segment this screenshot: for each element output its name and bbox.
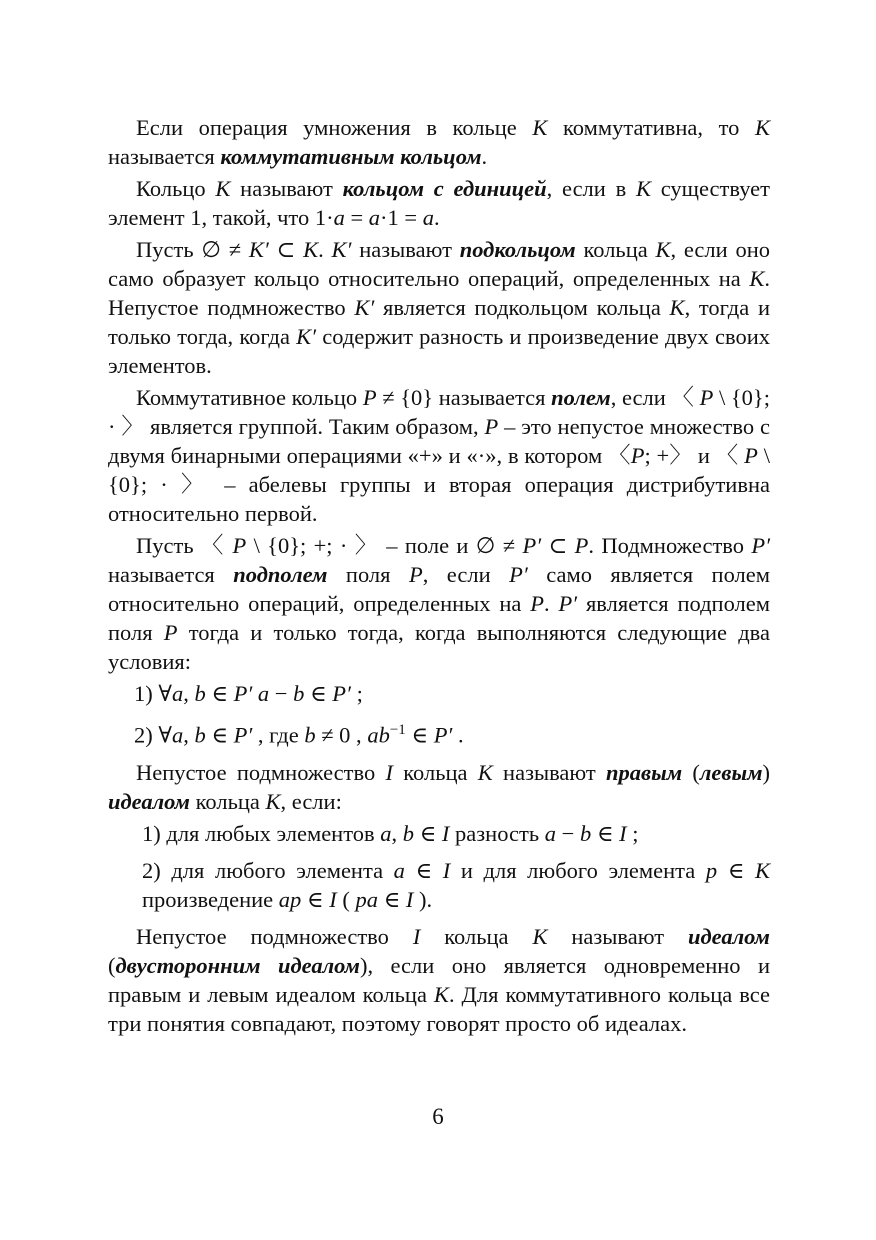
text-run: , если: — [280, 788, 342, 814]
text-run: ; — [350, 681, 363, 706]
text-run: кольца — [189, 788, 266, 814]
math-symbol: b — [194, 722, 206, 748]
text-run: называют — [230, 176, 343, 201]
text-run: 2) для любого элемента — [142, 857, 394, 883]
text-run: разность — [449, 820, 545, 846]
math-symbol: P′ — [509, 562, 528, 587]
text-run: называется — [108, 562, 234, 587]
term-definition: полем — [551, 385, 611, 410]
text-run: кольца — [392, 759, 478, 785]
text-run: Непустое подмножество — [136, 759, 386, 785]
text-run: ∈ — [205, 681, 234, 706]
math-symbol: P — [699, 385, 714, 410]
text-run: ∈ — [404, 857, 443, 883]
math-symbol: K′ — [248, 237, 269, 262]
text-run: Пусть 〈 — [136, 533, 233, 558]
subfield-condition-2 — [108, 716, 770, 750]
math-symbol: P — [744, 443, 758, 468]
math-symbol: P — [408, 562, 423, 587]
text-run: , если оно само образует кольцо относительно операций, определенных на — [108, 237, 770, 291]
term-definition: коммутативным кольцом — [220, 144, 482, 169]
text-run: , — [183, 681, 195, 706]
text-run: существует элемент 1, такой, что 1· — [108, 176, 771, 230]
math-symbol: P′ — [233, 681, 253, 706]
math-symbol: I — [385, 759, 393, 785]
math-symbol: P — [630, 443, 645, 468]
text-run: \ {0}; · 〉 является группой. Таким образом, — [108, 385, 770, 439]
math-symbol: b — [304, 722, 316, 748]
text-run: ≠ {0} называется — [376, 385, 552, 410]
term-definition: левым — [699, 759, 763, 785]
text-run: , если в — [546, 176, 636, 201]
math-symbol: K — [532, 115, 548, 140]
text-run: ). — [413, 886, 433, 912]
text-run: 2) ∀ — [134, 722, 172, 748]
math-symbol: K — [635, 176, 651, 201]
math-symbol: P′ — [433, 722, 453, 748]
math-symbol: ap — [278, 886, 302, 912]
math-symbol: K — [215, 176, 231, 201]
math-symbol: K — [477, 759, 493, 785]
text-run: Пусть ∅ ≠ — [136, 237, 249, 262]
text-run: – это непустое множество с двумя бинарными операциями «+» и «·», в котором 〈 — [108, 414, 770, 468]
text-run: ∈ — [405, 722, 434, 748]
page-body — [108, 113, 770, 1041]
text-run: \ {0}; · 〉 – абелевы группы и вторая операция дистрибутивна относительно первой. — [108, 443, 770, 526]
text-run: ∈ — [591, 820, 620, 846]
page-number: 6 — [432, 1104, 444, 1129]
text-run: называется — [108, 144, 221, 169]
superscript: −1 — [389, 722, 406, 738]
text-run: ∈ — [205, 722, 234, 748]
math-symbol: ab — [367, 722, 390, 748]
text-run: . Непустое подмножество — [108, 266, 770, 320]
math-symbol: a — [544, 820, 556, 846]
text-run: ∈ — [414, 820, 442, 846]
math-symbol: b — [402, 820, 415, 846]
math-symbol: K′ — [354, 295, 375, 320]
math-symbol: a — [368, 205, 381, 230]
text-run: называют — [351, 237, 460, 262]
text-run: само является полем относительно операций, определенных на — [108, 562, 770, 616]
text-run: Если операция умножения в кольце — [136, 115, 533, 140]
text-run: , если — [422, 562, 510, 587]
text-run: , тогда и только тогда, когда — [108, 295, 770, 349]
para-field — [108, 383, 770, 528]
text-run: ∈ — [377, 886, 406, 912]
math-symbol: K — [265, 788, 281, 814]
term-definition: правым — [606, 759, 683, 785]
text-run: − — [269, 681, 294, 706]
para-ring-with-unity — [108, 174, 770, 232]
term-definition: подполем — [233, 562, 328, 587]
math-symbol: I — [619, 820, 627, 846]
math-symbol: I — [412, 923, 421, 949]
math-symbol: b — [579, 820, 592, 846]
ideal-condition-2 — [108, 856, 770, 914]
para-subfield — [108, 531, 770, 676]
text-run: . — [452, 722, 464, 748]
text-run: = — [344, 205, 369, 230]
text-run: , где — [252, 722, 305, 748]
text-run: является подполем поля — [108, 591, 770, 645]
term-definition: идеалом — [688, 923, 770, 949]
math-symbol: P′ — [751, 533, 771, 558]
text-run: Непустое подмножество — [136, 923, 413, 949]
math-symbol: p — [705, 857, 718, 883]
math-symbol: P′ — [332, 681, 351, 706]
text-run: ), если оно является одновременно и правым и левым идеалом кольца — [108, 952, 770, 1007]
para-one-sided-ideal — [108, 758, 770, 816]
math-symbol: I — [442, 857, 451, 883]
math-symbol: I — [329, 886, 337, 912]
text-run: , — [391, 820, 403, 846]
text-run: ( — [108, 952, 116, 978]
text-run: . Для коммутативного кольца все три понятия совпадают, поэтому говорят просто об идеалах. — [108, 981, 770, 1036]
text-run: . Подмножество — [588, 533, 752, 558]
math-symbol: K — [749, 266, 765, 291]
text-run: Кольцо — [136, 176, 216, 201]
text-run: . — [433, 205, 440, 230]
math-symbol: a — [333, 205, 345, 230]
math-symbol: a — [393, 857, 405, 883]
text-run: ( — [682, 759, 700, 785]
math-symbol: K — [532, 923, 548, 949]
text-run: ⊂ — [268, 237, 304, 262]
text-run: и для любого элемента — [450, 857, 706, 883]
text-run: . — [481, 144, 488, 169]
text-run: поля — [327, 562, 409, 587]
text-run: ) — [762, 759, 770, 785]
text-run: является подкольцом кольца — [374, 295, 670, 320]
text-run: ∈ — [717, 857, 755, 883]
math-symbol: K — [655, 237, 671, 262]
para-subring — [108, 235, 770, 380]
math-symbol: a — [171, 681, 184, 706]
subfield-condition-1 — [108, 679, 770, 708]
text-run: , если 〈 — [610, 385, 700, 410]
math-symbol: K — [669, 295, 685, 320]
math-symbol: P′ — [558, 591, 578, 616]
term-definition: кольцом с единицей — [342, 176, 547, 201]
math-symbol: P′ — [233, 722, 253, 748]
math-symbol: a — [422, 205, 434, 230]
math-symbol: b — [194, 681, 206, 706]
math-symbol: a — [171, 722, 184, 748]
text-run: коммутативна, то — [547, 115, 755, 140]
math-symbol: P — [530, 591, 544, 616]
math-symbol: a — [257, 681, 270, 706]
text-run: 1) ∀ — [134, 681, 172, 706]
math-symbol: K — [433, 981, 449, 1007]
math-symbol: K — [303, 237, 319, 262]
text-run: ; +〉 и 〈 — [644, 443, 745, 468]
text-run: ⊂ — [541, 533, 575, 558]
text-run: кольца — [420, 923, 533, 949]
math-symbol: I — [405, 886, 414, 912]
text-run: содержит разность и произведение двух своих элементов. — [108, 324, 770, 378]
text-run: − — [555, 820, 580, 846]
term-definition: идеалом — [108, 788, 190, 814]
para-commutative-ring — [108, 113, 770, 171]
math-symbol: a — [380, 820, 392, 846]
math-symbol: K — [754, 115, 770, 140]
math-symbol: P — [484, 414, 499, 439]
text-run: называют — [492, 759, 607, 785]
text-run: \ {0}; +; · 〉 – поле и ∅ ≠ — [246, 533, 523, 558]
math-symbol: K′ — [296, 324, 317, 349]
math-symbol: P — [163, 620, 178, 645]
text-run: ; — [626, 820, 639, 846]
text-run: ∈ — [301, 886, 330, 912]
text-run: ∈ — [304, 681, 333, 706]
math-symbol: pa — [355, 886, 378, 912]
text-run: 1) для любых элементов — [142, 820, 381, 846]
text-run: ·1 = — [380, 205, 423, 230]
text-run: тогда и только тогда, когда выполняются следующие два условия: — [108, 620, 770, 674]
text-run: произведение — [142, 886, 279, 912]
math-symbol: P′ — [522, 533, 542, 558]
term-definition: двусторонним идеалом — [115, 952, 360, 978]
math-symbol: K′ — [331, 237, 352, 262]
math-symbol: P — [232, 533, 247, 558]
text-run: называют — [547, 923, 688, 949]
math-symbol: P — [362, 385, 377, 410]
term-definition: подкольцом — [459, 237, 576, 262]
text-run: . — [318, 237, 332, 262]
ideal-condition-1 — [108, 819, 770, 848]
math-symbol: P — [574, 533, 589, 558]
math-symbol: b — [293, 681, 305, 706]
text-run: , — [183, 722, 195, 748]
text-run: кольца — [575, 237, 656, 262]
math-symbol: I — [441, 820, 450, 846]
text-run: ≠ 0 , — [315, 722, 368, 748]
text-run: ( — [336, 886, 356, 912]
para-two-sided-ideal — [108, 922, 770, 1038]
math-symbol: K — [755, 857, 771, 883]
text-run: Коммутативное кольцо — [136, 385, 363, 410]
text-run: . — [543, 591, 559, 616]
